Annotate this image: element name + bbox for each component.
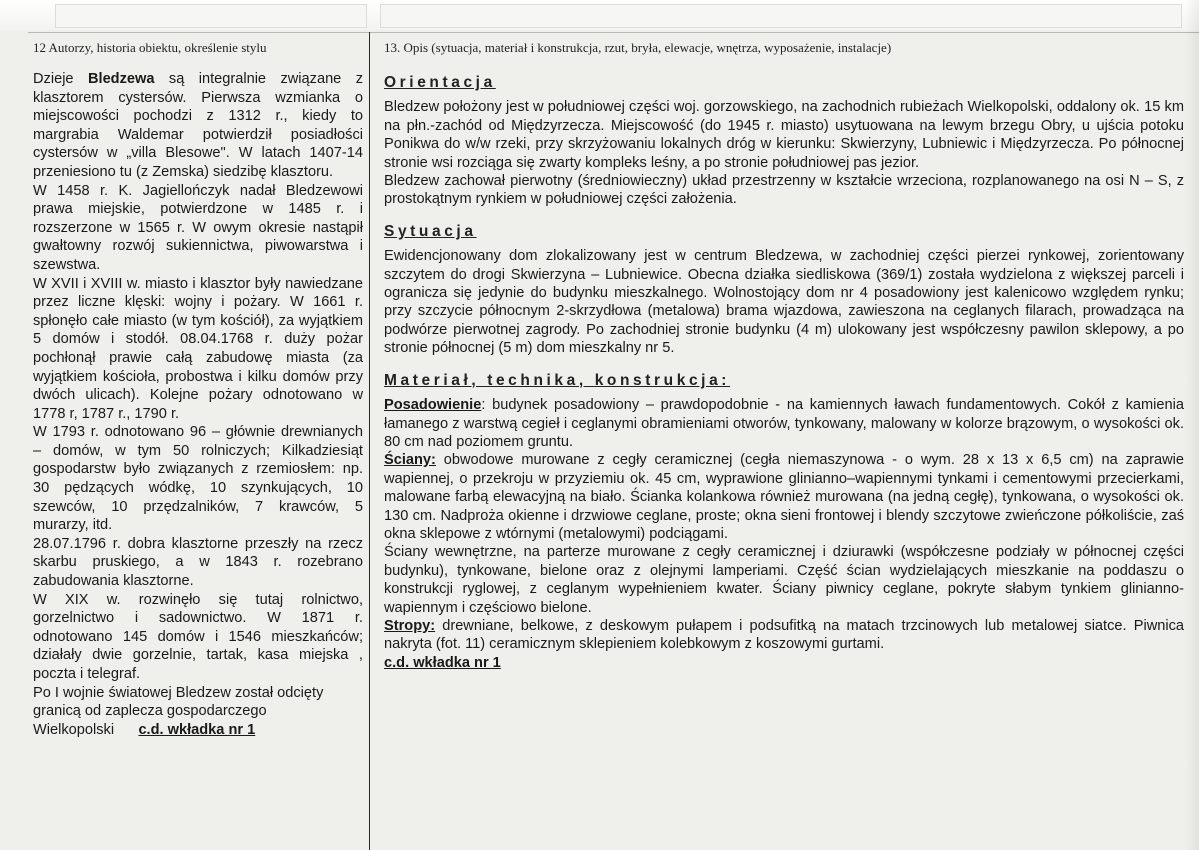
stropy-label: Stropy:	[384, 617, 436, 634]
section-12-header: 12 Autorzy, historia obiektu, określenie stylu	[33, 40, 267, 55]
sytuacja-heading: Sytuacja	[384, 222, 477, 240]
material-heading: Materiał, technika, konstrukcja:	[384, 371, 731, 389]
page-edge-shadow	[1185, 0, 1199, 850]
sciany-paragraph: Ściany: obwodowe murowane z cegły ceramicznej (cegła niemaszynowa - o wym. 28 x 13 x 6,5 cm) na zaprawie wapiennej, o przekroju w przyziemiu ok. 45 cm, wyprawione glinianno–wapiennymi tynkami i cementowymi przecierkami, malowane farbą elewacyjną na biało. Ścianka kolankowa również murowana (na jedną cegłę), tynkowana, o wysokości ok. 130 cm. Nadproża okienne i drzwiowe ceglane, proste; okna sieni frontowej i blendy szczytowe zwieńczone półkoliście, zaś okna sklepowe z wtórnymi (metalowymi) podciągami.	[384, 452, 1184, 542]
history-column	[33, 70, 363, 739]
orientacja-paragraph-1: Bledzew położony jest w południowej części woj. gorzowskiego, na zachodnich rubieżach Wielkopolski, oddalony ok. 15 km na płn.-zachód od Międzyrzecza. Miejscowość (do 1945 r. miasto) usytuowana na lewym brzegu Obry, u ujścia potoku Ponikwa do w/w rzeki, przy skrzyżowaniu lokalnych dróg w kierunku: Skwierzyny, Lubniewic i Międzyrzecza. Po północnej stronie wsi rozciąga się zwarty kompleks leśny, a po stronie południowej pas jezior.	[384, 99, 1184, 171]
posadowienie-label: Posadowienie	[384, 397, 482, 414]
history-paragraph-7: Po I wojnie światowej Bledzew został odcięty granicą od zaplecza gospodarczego Wielkopolski c.d. wkładka nr 1	[33, 684, 324, 738]
history-paragraph-1: Dzieje Bledzewa są integralnie związane z klasztorem cystersów. Pierwsza wzmianka o miejscowości pochodzi z 1312 r., kiedy to margrabia Waldemar potwierdził posiadłości cystersów w „villa Blesowe". W latach 1407-14 przeniesiono tu (z Zemska) siedzibę klasztoru.	[33, 71, 364, 180]
stropy-paragraph: Stropy: drewniane, belkowe, z deskowym pułapem i podsufitką na matach trzcinowych lub metalowej siatce. Piwnica nakryta (fot. 11) ceramicznym sklepieniem kolebkowym z koszowymi gurtami.	[384, 617, 1184, 653]
orientacja-heading: Orientacja	[384, 74, 496, 91]
continuation-note-left: c.d. wkładka nr 1	[138, 721, 256, 738]
sytuacja-paragraph: Ewidencjonowany dom zlokalizowany jest w centrum Bledzewa, w zachodniej części pierzei rynkowej, zorientowany szczytem do drogi Skwierzyna – Lubniewice. Obecna działka siedliskowa (369/1) została wydzielona z większej parceli i ogranicza się jedynie do budynku mieszkalnego. Wolnostojący dom nr 4 posadowiony jest kalenicowo względem rynku; przy szczycie północnym 2-skrzydłowa (metalowa) brama wjazdowa, zawieszona na ceglanych filarach, prowadząca na podwórze pierwotnej zagrody. Po zachodniej stronie budynku (4 m) ulokowany jest współczesny pawilon sklepowy, a po stronie północnej (5 m) dom mieszkalny nr 5.	[384, 248, 1184, 357]
history-paragraph-6: W XIX w. rozwinęło się tutaj rolnictwo, gorzelnictwo i sadownictwo. W 1871 r. odnotowano 145 domów i 1546 mieszkańców; działały dwie gorzelnie, tartak, kasa miejska , poczta i telegraf.	[33, 591, 363, 682]
header-box-right	[380, 4, 1182, 28]
description-column	[384, 74, 1184, 672]
posadowienie-paragraph: Posadowienie: budynek posadowiony – prawdopodobnie - na kamiennych ławach fundamentowych. Cokół z kamienia łamanego z warstwą cegieł i ceglanymi obramieniami otworów, tynkowany, malowany w kolorze brązowym, o wysokości ok. 80 cm nad poziomem gruntu.	[384, 397, 1184, 450]
place-name: Bledzewa	[87, 71, 155, 87]
sciany-label: Ściany:	[384, 452, 436, 469]
header-box-left	[55, 4, 367, 28]
history-paragraph-2: W 1458 r. K. Jagiellończyk nadał Bledzewowi prawa miejskie, potwierdzone w 1485 r. i rozszerzone w 1565 r. W owym okresie nastąpił gwałtowny rozwój sukiennictwa, piwowarstwa i szewstwa.	[33, 182, 363, 273]
top-rule	[28, 32, 1199, 33]
continuation-note-right: c.d. wkładka nr 1	[384, 654, 501, 671]
column-divider	[369, 32, 370, 850]
history-paragraph-5: 28.07.1796 r. dobra klasztorne przeszły na rzecz skarbu pruskiego, a w 1843 r. rozebrano zabudowania klasztorne.	[33, 535, 363, 590]
orientacja-paragraph-2: Bledzew zachował pierwotny (średniowieczny) układ przestrzenny w kształcie wrzeciona, rozplanowanego na osi N – S, z prostokątnym rynkiem w południowej części założenia.	[384, 173, 1184, 208]
history-paragraph-4: W 1793 r. odnotowano 96 – głównie drewnianych – domów, w tym 50 rolniczych; Kilkadziesiąt gospodarstw było związanych z rzemiosłem: np. 30 pędzących wódkę, 10 szynkujących, 10 szewców, 10 przędzalników, 7 krawców, 5 murarzy, itd.	[33, 424, 363, 534]
sciany-paragraph-2: Ściany wewnętrzne, na parterze murowane z cegły ceramicznej i dziurawki (współczesne podziały w północnej części budynku), tynkowane, bielone oraz z olejnymi lamperiami. Część ścian wydzielających mieszkanie na poddaszu o konstrukcji ryglowej, z ceglanym wypełnieniem kwater. Ściany piwnicy ceglane, pokryte słabym tynkiem glinianno-wapiennym i częściowo bielone.	[384, 544, 1184, 616]
top-band	[0, 0, 1199, 30]
section-13-header: 13. Opis (sytuacja, materiał i konstrukcja, rzut, bryła, elewacje, wnętrza, wyposażenie, instalacje)	[384, 40, 892, 55]
history-paragraph-3: W XVII i XVIII w. miasto i klasztor były nawiedzane przez liczne klęski: wojny i pożary. W 1661 r. spłonęło całe miasto (w tym kościół), za wyjątkiem 5 domów i stodół. 08.04.1768 r. duży pożar pochłonął prawie całą zabudowę miasta (za wyjątkiem kościoła, probostwa i kilku domów przy dwóch ulicach). Kolejne pożary odnotowano w 1778 r, 1787 r., 1790 r.	[33, 275, 363, 422]
